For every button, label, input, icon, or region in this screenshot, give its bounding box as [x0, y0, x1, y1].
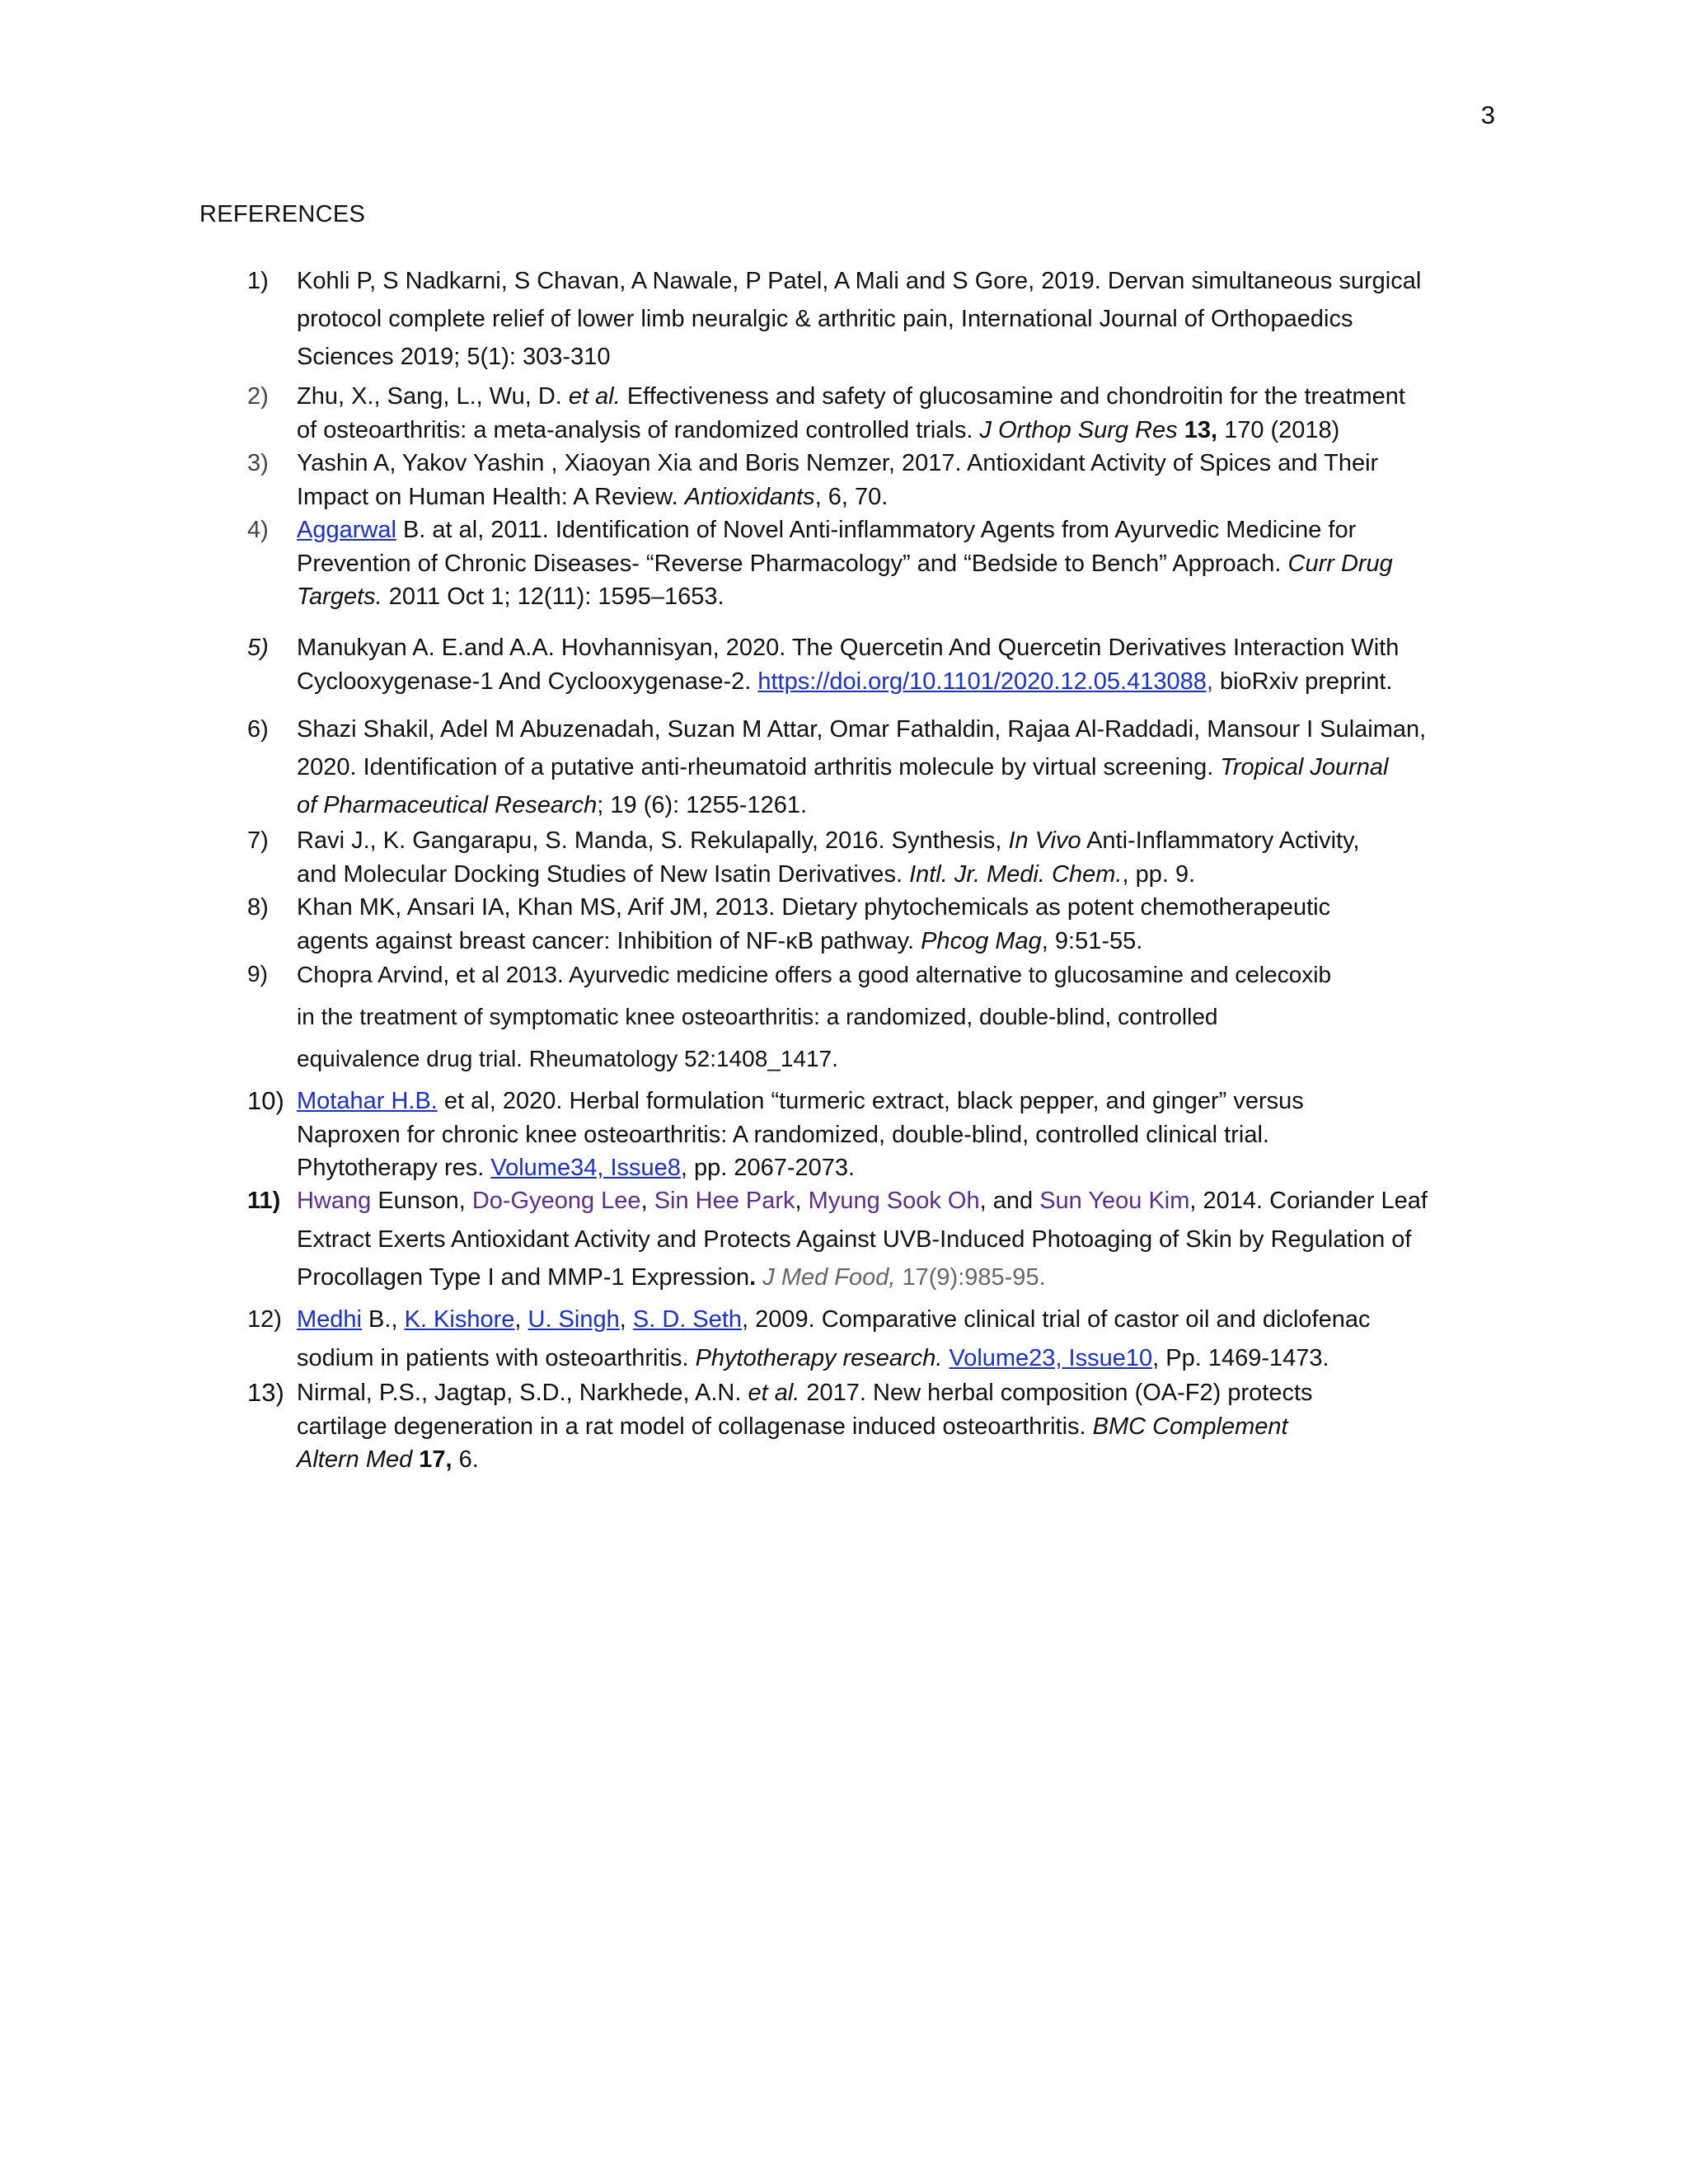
- reference-line: and Molecular Docking Studies of New Isatin Derivatives. Intl. Jr. Medi. Chem., pp. 9.: [297, 860, 1196, 888]
- volume-issue-link[interactable]: Volume34, Issue8: [490, 1155, 681, 1181]
- author-link-hwang[interactable]: Hwang: [297, 1188, 372, 1214]
- reference-number: 6): [247, 716, 269, 743]
- author-link-singh[interactable]: U. Singh: [528, 1306, 620, 1333]
- reference-line: protocol complete relief of lower limb neuralgic & arthritic pain, International Journal of Orthopaedics: [297, 306, 1353, 332]
- reference-line: Kohli P, S Nadkarni, S Chavan, A Nawale, P Patel, A Mali and S Gore, 2019. Dervan simultaneous surgical: [297, 268, 1422, 294]
- reference-line: Medhi B., K. Kishore, U. Singh, S. D. Seth, 2009. Comparative clinical trial of castor oil and diclofenac: [297, 1306, 1371, 1333]
- reference-line: Prevention of Chronic Diseases- “Reverse Pharmacology” and “Bedside to Bench” Approach. Curr Drug: [297, 550, 1393, 577]
- doi-link[interactable]: https://doi.org/10.1101/2020.12.05.413088,: [757, 668, 1213, 695]
- reference-line: Nirmal, P.S., Jagtap, S.D., Narkhede, A.N. et al. 2017. New herbal composition (OA-F2) protects: [297, 1380, 1313, 1406]
- author-link-aggarwal[interactable]: Aggarwal: [297, 517, 396, 543]
- reference-line: Aggarwal B. at al, 2011. Identification of Novel Anti-inflammatory Agents from Ayurvedic Medicine for: [297, 517, 1357, 543]
- page-number: 3: [1480, 101, 1495, 129]
- reference-number: 9): [247, 961, 268, 987]
- reference-number: 10): [247, 1086, 284, 1115]
- reference-line: of Pharmaceutical Research; 19 (6): 1255-1261.: [297, 792, 808, 818]
- reference-line: Hwang Eunson, Do-Gyeong Lee, Sin Hee Park, Myung Sook Oh, and Sun Yeou Kim, 2014. Coriander Leaf: [297, 1188, 1428, 1214]
- author-link-medhi[interactable]: Medhi: [297, 1306, 362, 1333]
- reference-line: 2020. Identification of a putative anti-rheumatoid arthritis molecule by virtual screening. Tropical Journal: [297, 754, 1389, 780]
- reference-line: Shazi Shakil, Adel M Abuzenadah, Suzan M Attar, Omar Fathaldin, Rajaa Al-Raddadi, Mansour I Sulaiman,: [297, 716, 1427, 743]
- reference-line: Phytotherapy res. Volume34, Issue8, pp. 2067-2073.: [297, 1155, 856, 1181]
- reference-number: 13): [247, 1378, 284, 1407]
- author-link-kishore[interactable]: K. Kishore: [404, 1306, 515, 1333]
- reference-line: agents against breast cancer: Inhibition of NF-κB pathway. Phcog Mag, 9:51-55.: [297, 927, 1143, 954]
- author-link-lee[interactable]: Do-Gyeong Lee: [471, 1188, 641, 1214]
- reference-line: Manukyan A. E.and A.A. Hovhannisyan, 2020. The Quercetin And Quercetin Derivatives Interaction With: [297, 635, 1400, 661]
- reference-number: 11): [247, 1188, 281, 1214]
- reference-line: Procollagen Type I and MMP-1 Expression. J Med Food, 17(9):985-95.: [297, 1264, 1046, 1291]
- reference-number: 5): [247, 635, 269, 661]
- author-link-seth[interactable]: S. D. Seth: [632, 1306, 743, 1333]
- reference-line: sodium in patients with osteoarthritis. Phytotherapy research. Volume23, Issue10, Pp. 1469-1473.: [297, 1344, 1329, 1371]
- reference-number: 8): [247, 894, 269, 921]
- author-link-motahar[interactable]: Motahar H.B.: [297, 1088, 438, 1114]
- reference-line: Naproxen for chronic knee osteoarthritis: A randomized, double-blind, controlled clinical trial.: [297, 1121, 1269, 1148]
- reference-line: Motahar H.B. et al, 2020. Herbal formulation “turmeric extract, black pepper, and ginger” versus: [297, 1088, 1304, 1114]
- reference-number: 12): [247, 1306, 282, 1333]
- reference-number: 3): [247, 450, 269, 476]
- reference-line: Cyclooxygenase-1 And Cyclooxygenase-2. https://doi.org/10.1101/2020.12.05.413088, bioRxiv preprint.: [297, 668, 1393, 695]
- reference-line: Altern Med 17, 6.: [297, 1446, 479, 1473]
- reference-number: 4): [247, 517, 269, 543]
- reference-line: Ravi J., K. Gangarapu, S. Manda, S. Rekulapally, 2016. Synthesis, In Vivo Anti-Inflammatory Activity,: [297, 827, 1360, 854]
- reference-line: Sciences 2019; 5(1): 303-310: [297, 344, 611, 370]
- author-link-oh[interactable]: Myung Sook Oh: [808, 1188, 980, 1214]
- reference-number: 7): [247, 827, 269, 854]
- reference-line: Khan MK, Ansari IA, Khan MS, Arif JM, 2013. Dietary phytochemicals as potent chemotherapeutic: [297, 894, 1331, 921]
- reference-line: Chopra Arvind, et al 2013. Ayurvedic medicine offers a good alternative to glucosamine and celecoxib: [297, 962, 1332, 987]
- reference-number: 2): [247, 383, 269, 410]
- reference-line: Zhu, X., Sang, L., Wu, D. et al. Effectiveness and safety of glucosamine and chondroitin for the treatment: [297, 383, 1405, 410]
- reference-line: cartilage degeneration in a rat model of collagenase induced osteoarthritis. BMC Complement: [297, 1413, 1288, 1440]
- reference-line: Impact on Human Health: A Review. Antioxidants, 6, 70.: [297, 483, 889, 510]
- reference-line: Yashin A, Yakov Yashin , Xiaoyan Xia and Boris Nemzer, 2017. Antioxidant Activity of Spices and Their: [297, 450, 1379, 476]
- reference-line: Targets. 2011 Oct 1; 12(11): 1595–1653.: [297, 583, 724, 610]
- reference-number: 1): [247, 268, 269, 294]
- author-link-kim[interactable]: Sun Yeou Kim: [1039, 1188, 1190, 1214]
- author-link-park[interactable]: Sin Hee Park: [654, 1188, 795, 1214]
- reference-line: Extract Exerts Antioxidant Activity and Protects Against UVB-Induced Photoaging of Skin by Regulation of: [297, 1226, 1412, 1253]
- reference-line: of osteoarthritis: a meta-analysis of randomized controlled trials. J Orthop Surg Res 13, 170 (2018): [297, 416, 1340, 443]
- references-heading: REFERENCES: [199, 201, 366, 227]
- reference-line: equivalence drug trial. Rheumatology 52:1408_1417.: [297, 1046, 838, 1071]
- reference-line: in the treatment of symptomatic knee osteoarthritis: a randomized, double-blind, controlled: [297, 1004, 1218, 1029]
- volume-issue-link[interactable]: Volume23, Issue10: [949, 1344, 1153, 1371]
